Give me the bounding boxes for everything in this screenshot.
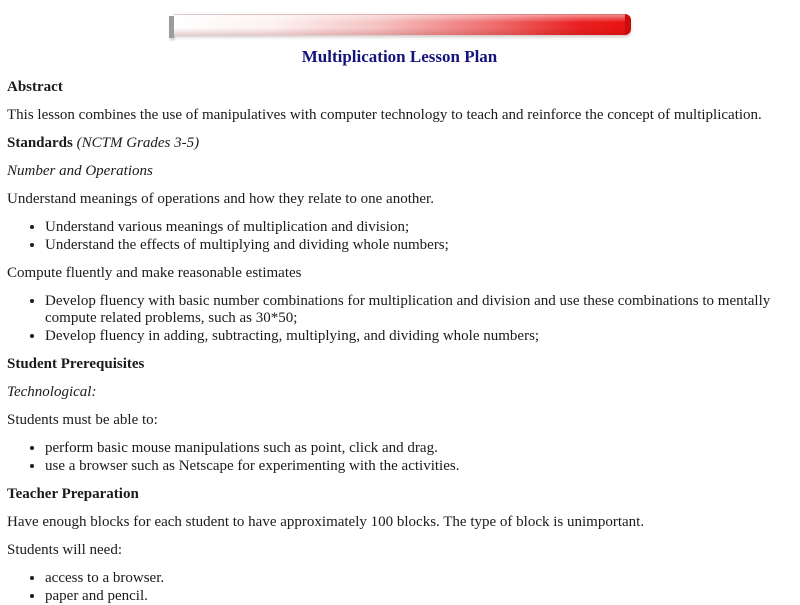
prerequisites-list: [7, 440, 792, 475]
page-title: Multiplication Lesson Plan: [301, 47, 498, 66]
list-item: • Develop fluency in adding, subtracting, multiplying, and dividing whole numbers;: [45, 328, 792, 345]
standards-strand1-goal: Understand meanings of operations and how they relate to one another.: [7, 191, 434, 207]
list-item: • Understand the effects of multiplying and dividing whole numbers;: [45, 237, 792, 254]
list-item: • use a browser such as Netscape for experimenting with the activities.: [45, 458, 792, 475]
prerequisites-category: Technological:: [7, 384, 97, 400]
teacher-preparation-intro: Students will need:: [7, 542, 122, 558]
standards-heading-label: Standards: [7, 135, 73, 151]
standards-strand2-goal: Compute fluently and make reasonable estimates: [7, 265, 302, 281]
banner-gradient-bar: [174, 14, 631, 35]
banner-left-shadow-cap: [169, 16, 174, 38]
list-item: • paper and pencil.: [45, 588, 792, 605]
teacher-preparation-heading: Teacher Preparation: [7, 486, 139, 502]
standards-strand1-title: Number and Operations: [7, 163, 153, 179]
standards-strand2-list: [7, 293, 792, 345]
list-item: • perform basic mouse manipulations such as point, click and drag.: [45, 440, 792, 457]
abstract-heading: Abstract: [7, 79, 63, 95]
abstract-body: This lesson combines the use of manipulatives with computer technology to teach and reinforce the concept of multiplication.: [7, 107, 762, 123]
standards-heading: [7, 135, 792, 152]
standards-heading-note: (NCTM Grades 3-5): [76, 135, 200, 151]
standards-strand1-list: [7, 219, 792, 254]
student-prerequisites-heading: Student Prerequisites: [7, 356, 145, 372]
list-item: • Develop fluency with basic number combinations for multiplication and division and use these combinations to mentally compute related problems, such as 30*50;: [45, 293, 792, 327]
list-item: • Understand various meanings of multiplication and division;: [45, 219, 792, 236]
prerequisites-intro: Students must be able to:: [7, 412, 158, 428]
list-item: • access to a browser.: [45, 570, 792, 587]
red-gradient-rule-banner: [169, 14, 631, 38]
teacher-preparation-body: Have enough blocks for each student to have approximately 100 blocks. The type of block is unimportant.: [7, 514, 645, 530]
